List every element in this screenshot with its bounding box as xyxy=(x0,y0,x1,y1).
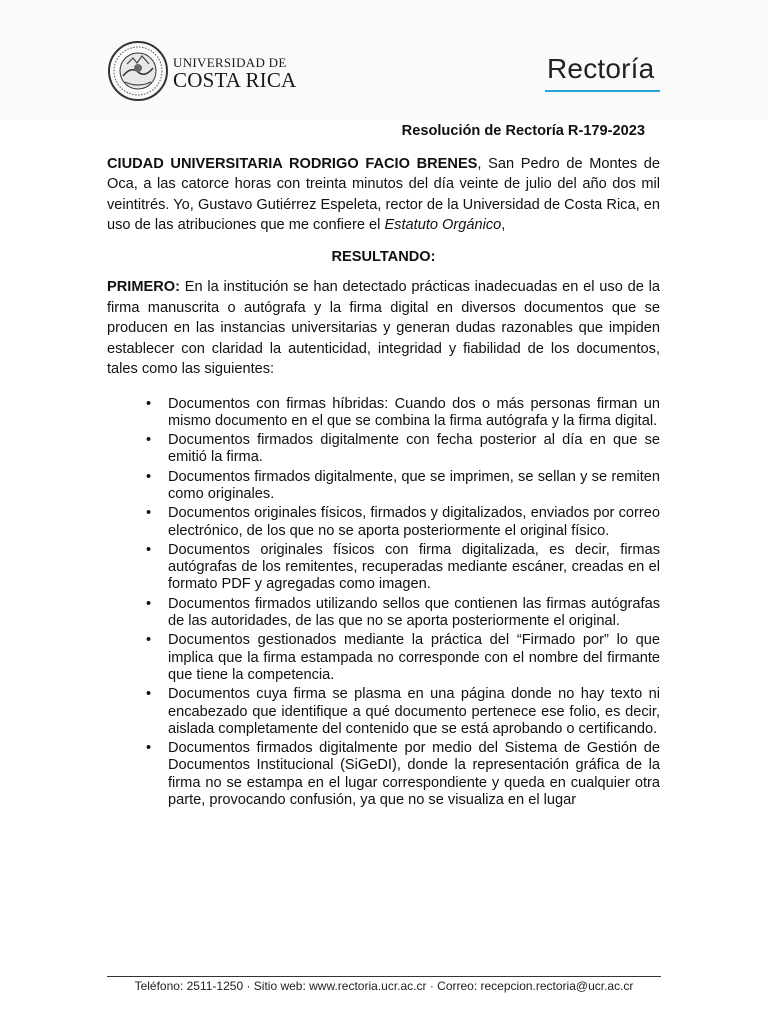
bullet-icon: • xyxy=(146,505,152,522)
university-name-line2: COSTA RICA xyxy=(173,68,297,92)
bullet-icon: • xyxy=(146,541,152,558)
university-seal-logo xyxy=(107,40,169,102)
list-item xyxy=(146,686,660,738)
list-item-text: Documentos cuya firma se plasma en una página donde no hay texto ni encabezado que identifique a qué documento pertenece ese folio, es decir, aislada completamente del contenido que se está aprobando o certificando. xyxy=(168,686,660,737)
office-name: Rectoría xyxy=(547,53,655,84)
bullet-icon: • xyxy=(146,395,152,412)
primero-label: PRIMERO: xyxy=(107,279,180,295)
list-item xyxy=(146,632,660,684)
list-item-text: Documentos gestionados mediante la práctica del “Firmado por” lo que implica que la firma estampada no corresponde con el nombre del firmante que tiene la competencia. xyxy=(168,632,660,683)
intro-lead: CIUDAD UNIVERSITARIA RODRIGO FACIO BRENES xyxy=(107,155,478,172)
primero-paragraph xyxy=(107,277,660,380)
document-body xyxy=(107,120,660,811)
list-item xyxy=(146,432,660,467)
list-item-text: Documentos firmados digitalmente, que se imprimen, se sellan y se remiten como originales. xyxy=(168,468,660,502)
list-item xyxy=(146,468,660,504)
office-underline xyxy=(545,90,660,92)
bullet-icon: • xyxy=(146,595,152,612)
list-item xyxy=(146,740,660,809)
primero-text: En la institución se han detectado prácticas inadecuadas en el uso de la firma manuscrita o autógrafa y la firma digital en diversos documentos que se producen en las instancias universitarias y generan dudas razonables que impiden establecer con claridad la autenticidad, integridad y fiabilidad de los documentos, tales como las siguientes: xyxy=(107,279,660,377)
footer-contact: Teléfono: 2511-1250 · Sitio web: www.rectoria.ucr.ac.cr · Correo: recepcion.rectoria@ucr.ac.cr xyxy=(134,979,634,993)
bullet-icon: • xyxy=(146,740,152,757)
intro-paragraph xyxy=(107,154,660,236)
bullet-icon: • xyxy=(146,468,152,485)
list-item xyxy=(146,541,660,594)
intro-italic: Estatuto Orgánico xyxy=(384,217,502,233)
bullet-icon: • xyxy=(146,432,152,449)
list-item-text: Documentos originales físicos, firmados y digitalizados, enviados por correo electrónico, de los que no se aporta posteriormente el original físico. xyxy=(168,505,660,539)
intro-text: , San Pedro de Montes de Oca, a las catorce horas con treinta minutos del día veinte de julio del año dos mil veintitrés. Yo, Gustavo Gutiérrez Espeleta, rector de la Universidad de Costa Rica, en uso de las atribuciones que me confiere el xyxy=(107,155,661,233)
university-name-line1: UNIVERSIDAD DE xyxy=(173,55,287,70)
footer-divider xyxy=(107,976,661,977)
list-item xyxy=(146,595,660,631)
list-item-text: Documentos con firmas híbridas: Cuando dos o más personas firman un mismo documento en el que se combina la firma autógrafa y la firma digital. xyxy=(168,395,660,429)
section-heading: RESULTANDO: xyxy=(331,248,436,265)
list-item xyxy=(146,395,660,431)
resolution-title: Resolución de Rectoría R-179-2023 xyxy=(401,123,645,139)
university-name xyxy=(173,56,296,91)
bullet-icon: • xyxy=(146,632,152,649)
intro-end: , xyxy=(501,217,506,233)
bullet-icon: • xyxy=(146,686,152,703)
list-item-text: Documentos firmados utilizando sellos que contienen las firmas autógrafas de las autoridades, de las que no se aporta posteriormente el original. xyxy=(168,595,660,630)
practices-list xyxy=(107,396,660,810)
letterhead xyxy=(0,0,768,120)
list-item-text: Documentos firmados digitalmente con fecha posterior al día en que se emitió la firma. xyxy=(168,432,660,466)
list-item xyxy=(146,505,660,540)
list-item-text: Documentos firmados digitalmente por medio del Sistema de Gestión de Documentos Institucional (SiGeDI), donde la representación gráfica de la firma no se estampa en el lugar correspondiente y queda en cualquier otra parte, provocando confusión, ya que no se visualiza en el lugar xyxy=(168,740,660,809)
list-item-text: Documentos originales físicos con firma digitalizada, es decir, firmas autógrafas de los remitentes, recuperadas mediante escáner, creadas en el formato PDF y agregadas como imagen. xyxy=(168,541,660,593)
